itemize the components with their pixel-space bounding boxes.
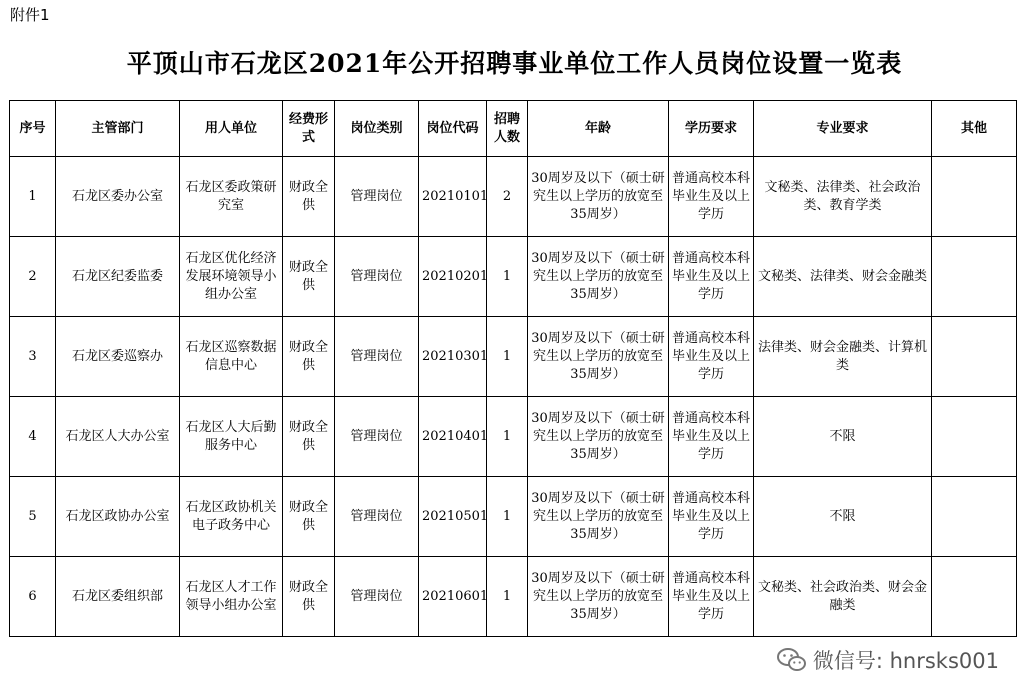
cell-seq: 1 (10, 157, 56, 237)
cell-dept: 石龙区委办公室 (56, 157, 180, 237)
cell-education: 普通高校本科毕业生及以上学历 (669, 157, 754, 237)
header-funding: 经费形式 (283, 101, 335, 157)
cell-code: 20210601 (419, 557, 487, 637)
header-major: 专业要求 (754, 101, 932, 157)
cell-category: 管理岗位 (335, 237, 419, 317)
cell-major: 不限 (754, 477, 932, 557)
table-row (10, 557, 1017, 637)
cell-unit: 石龙区优化经济发展环境领导小组办公室 (180, 237, 283, 317)
cell-code: 20210201 (419, 237, 487, 317)
cell-age: 30周岁及以下（硕士研究生以上学历的放宽至35周岁） (528, 477, 669, 557)
cell-funding: 财政全供 (283, 397, 335, 477)
cell-education: 普通高校本科毕业生及以上学历 (669, 317, 754, 397)
cell-age: 30周岁及以下（硕士研究生以上学历的放宽至35周岁） (528, 397, 669, 477)
header-other: 其他 (932, 101, 1017, 157)
cell-other (932, 477, 1017, 557)
cell-unit: 石龙区人才工作领导小组办公室 (180, 557, 283, 637)
cell-funding: 财政全供 (283, 237, 335, 317)
cell-age: 30周岁及以下（硕士研究生以上学历的放宽至35周岁） (528, 157, 669, 237)
cell-other (932, 317, 1017, 397)
cell-dept: 石龙区委巡察办 (56, 317, 180, 397)
cell-unit: 石龙区委政策研究室 (180, 157, 283, 237)
cell-seq: 3 (10, 317, 56, 397)
cell-count: 1 (487, 237, 528, 317)
table-header-row (10, 101, 1017, 157)
cell-major: 文秘类、法律类、财会金融类 (754, 237, 932, 317)
header-seq: 序号 (10, 101, 56, 157)
cell-count: 1 (487, 557, 528, 637)
cell-dept: 石龙区政协办公室 (56, 477, 180, 557)
cell-major: 法律类、财会金融类、计算机类 (754, 317, 932, 397)
wechat-icon (777, 647, 807, 673)
cell-funding: 财政全供 (283, 477, 335, 557)
cell-other (932, 237, 1017, 317)
cell-other (932, 397, 1017, 477)
cell-major: 不限 (754, 397, 932, 477)
cell-dept: 石龙区纪委监委 (56, 237, 180, 317)
header-age: 年龄 (528, 101, 669, 157)
header-education: 学历要求 (669, 101, 754, 157)
attachment-label: 附件1 (10, 6, 50, 24)
cell-count: 1 (487, 397, 528, 477)
cell-seq: 6 (10, 557, 56, 637)
cell-funding: 财政全供 (283, 157, 335, 237)
cell-category: 管理岗位 (335, 397, 419, 477)
cell-education: 普通高校本科毕业生及以上学历 (669, 237, 754, 317)
cell-category: 管理岗位 (335, 157, 419, 237)
table-row (10, 397, 1017, 477)
cell-code: 20210301 (419, 317, 487, 397)
cell-other (932, 157, 1017, 237)
cell-dept: 石龙区委组织部 (56, 557, 180, 637)
cell-count: 1 (487, 317, 528, 397)
cell-education: 普通高校本科毕业生及以上学历 (669, 477, 754, 557)
header-count: 招聘人数 (487, 101, 528, 157)
cell-major: 文秘类、法律类、社会政治类、教育学类 (754, 157, 932, 237)
cell-seq: 2 (10, 237, 56, 317)
table-row (10, 157, 1017, 237)
cell-education: 普通高校本科毕业生及以上学历 (669, 397, 754, 477)
cell-count: 1 (487, 477, 528, 557)
cell-code: 20210101 (419, 157, 487, 237)
cell-age: 30周岁及以下（硕士研究生以上学历的放宽至35周岁） (528, 237, 669, 317)
wechat-watermark (777, 645, 999, 675)
cell-code: 20210501 (419, 477, 487, 557)
cell-code: 20210401 (419, 397, 487, 477)
cell-unit: 石龙区人大后勤服务中心 (180, 397, 283, 477)
cell-seq: 5 (10, 477, 56, 557)
header-category: 岗位类别 (335, 101, 419, 157)
cell-category: 管理岗位 (335, 477, 419, 557)
header-code: 岗位代码 (419, 101, 487, 157)
header-unit: 用人单位 (180, 101, 283, 157)
cell-category: 管理岗位 (335, 557, 419, 637)
cell-education: 普通高校本科毕业生及以上学历 (669, 557, 754, 637)
cell-funding: 财政全供 (283, 557, 335, 637)
cell-age: 30周岁及以下（硕士研究生以上学历的放宽至35周岁） (528, 317, 669, 397)
cell-count: 2 (487, 157, 528, 237)
cell-age: 30周岁及以下（硕士研究生以上学历的放宽至35周岁） (528, 557, 669, 637)
recruitment-table (9, 100, 1017, 637)
cell-category: 管理岗位 (335, 317, 419, 397)
table-row (10, 317, 1017, 397)
cell-unit: 石龙区政协机关电子政务中心 (180, 477, 283, 557)
header-dept: 主管部门 (56, 101, 180, 157)
cell-other (932, 557, 1017, 637)
cell-unit: 石龙区巡察数据信息中心 (180, 317, 283, 397)
cell-seq: 4 (10, 397, 56, 477)
table-row (10, 477, 1017, 557)
watermark-text: 微信号: hnrsks001 (812, 649, 999, 673)
cell-dept: 石龙区人大办公室 (56, 397, 180, 477)
cell-funding: 财政全供 (283, 317, 335, 397)
cell-major: 文秘类、社会政治类、财会金融类 (754, 557, 932, 637)
page-title: 平顶山市石龙区2021年公开招聘事业单位工作人员岗位设置一览表 (126, 49, 903, 78)
table-row (10, 237, 1017, 317)
